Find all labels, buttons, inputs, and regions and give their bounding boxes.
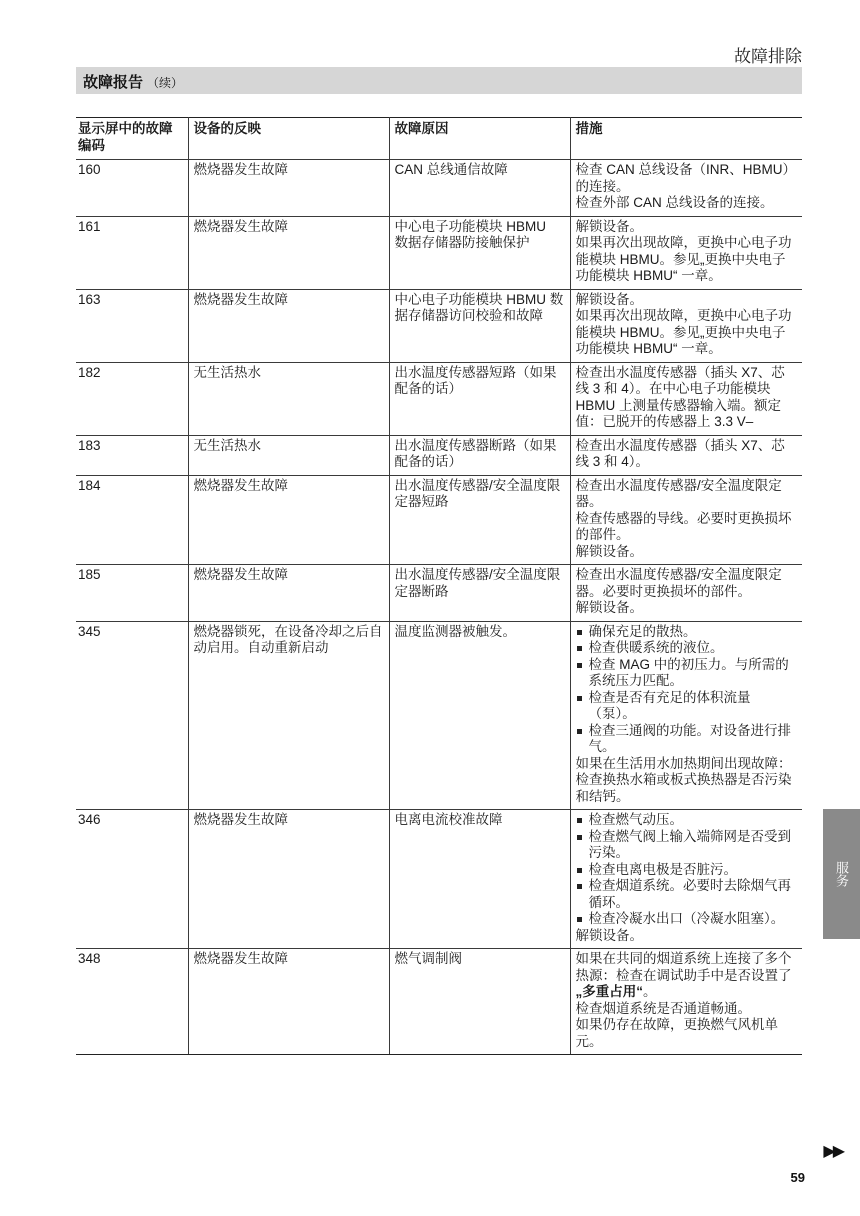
measure-paragraph: 检查出水温度传感器/安全温度限定器。 [575, 477, 782, 509]
fault-cause-line: 温度监测器被触发。 [394, 623, 516, 639]
measure-paragraph: 检查烟道系统是否通道畅通。 [575, 1000, 751, 1016]
measures-cell [570, 949, 802, 1055]
measure-paragraph: 如果仍存在故障，更换燃气风机单元。 [575, 1017, 778, 1049]
table-row [76, 160, 802, 217]
table-row [76, 475, 802, 565]
fault-cause-cell [389, 565, 570, 622]
measure-bullet-item: 检查冷凝水出口（冷凝水阻塞）。 [576, 911, 798, 928]
section-title [83, 71, 183, 92]
measure-bullet-item: 检查三通阀的功能。对设备进行排气。 [576, 723, 798, 756]
measure-bullet-item: 检查供暖系统的液位。 [576, 640, 798, 657]
measure-bullet-item: 检查烟道系统。必要时去除烟气再循环。 [576, 878, 798, 911]
measures-cell [570, 362, 802, 435]
page-number: 59 [790, 1170, 805, 1185]
section-title-bar [76, 67, 802, 94]
table-row [76, 435, 802, 475]
device-reaction-cell: 燃烧器发生故障 [188, 216, 389, 289]
measures-cell [570, 810, 802, 949]
section-continued: （续） [147, 76, 184, 90]
fault-cause-line: 中心电子功能模块 HBMU 数据存储器访问校验和故障 [394, 291, 564, 323]
measure-paragraph: 检查出水温度传感器/安全温度限定器。必要时更换损坏的部件。 [575, 567, 782, 599]
measure-paragraph: 如果再次出现故障，更换中心电子功能模块 HBMU。参见„更换中央电子功能模块 HBMU“ 一章。 [575, 235, 792, 283]
fault-cause-line: 燃气调制阀 [394, 951, 462, 966]
measure-paragraph: 解锁设备。 [575, 927, 643, 943]
measures-cell [570, 475, 802, 565]
device-reaction-cell: 燃烧器发生故障 [188, 160, 389, 217]
table-header-row [76, 118, 802, 160]
column-header-measures: 措施 [570, 118, 802, 160]
measure-bold-setting: „多重占用“ [575, 984, 643, 999]
fault-cause-cell [389, 435, 570, 475]
device-reaction-cell: 燃烧器发生故障 [188, 949, 389, 1055]
device-reaction-cell: 燃烧器发生故障 [188, 289, 389, 362]
table-row [76, 362, 802, 435]
table-row [76, 289, 802, 362]
side-tab-label: 服务 [834, 861, 849, 887]
measure-paragraph [576, 951, 798, 1001]
fault-cause-line: 出水温度传感器/安全温度限定器断路 [394, 567, 561, 599]
measures-cell [570, 289, 802, 362]
fault-code-cell: 183 [76, 435, 188, 475]
measures-cell [570, 160, 802, 217]
fault-cause-cell [389, 362, 570, 435]
measures-cell [570, 565, 802, 622]
fault-cause-line: 出水温度传感器短路（如果配备的话） [394, 364, 557, 396]
measure-paragraph: 检查外部 CAN 总线设备的连接。 [575, 195, 774, 210]
fault-code-cell: 185 [76, 565, 188, 622]
measure-bullet-item: 检查燃气动压。 [576, 812, 798, 829]
device-reaction-cell: 无生活热水 [188, 435, 389, 475]
measures-bullet-list [576, 812, 798, 928]
measures-cell [570, 435, 802, 475]
fault-cause-cell [389, 289, 570, 362]
fault-cause-cell [389, 621, 570, 810]
device-reaction-cell: 无生活热水 [188, 362, 389, 435]
fault-cause-line: 出水温度传感器/安全温度限定器短路 [394, 477, 561, 509]
measure-bullet-item: 检查是否有充足的体积流量（泵）。 [576, 690, 798, 723]
fault-cause-cell [389, 160, 570, 217]
fault-code-cell: 348 [76, 949, 188, 1055]
fault-code-cell: 346 [76, 810, 188, 949]
table-row [76, 216, 802, 289]
fault-code-cell: 182 [76, 362, 188, 435]
measure-bullet-item: 检查 MAG 中的初压力。与所需的系统压力匹配。 [576, 657, 798, 690]
fault-cause-cell [389, 810, 570, 949]
table-row [76, 621, 802, 810]
fault-report-table [76, 117, 802, 1055]
measure-paragraph: 检查出水温度传感器（插头 X7、芯线 3 和 4）。在中心电子功能模块 HBMU 上测量传感器输入端。额定值：已脱开的传感器上 3.3 V– [575, 364, 785, 429]
device-reaction-cell: 燃烧器发生故障 [188, 475, 389, 565]
measures-bullet-list [576, 624, 798, 756]
running-header: 故障排除 [734, 47, 802, 66]
fault-cause-cell [389, 216, 570, 289]
column-header-reaction: 设备的反映 [188, 118, 389, 160]
section-title-text: 故障报告 [83, 74, 144, 91]
fault-cause-cell [389, 475, 570, 565]
table-row [76, 810, 802, 949]
table-row [76, 565, 802, 622]
fault-code-cell: 184 [76, 475, 188, 565]
measure-paragraph: 检查 CAN 总线设备（INR、HBMU）的连接。 [575, 162, 797, 194]
measure-paragraph: 解锁设备。 [575, 291, 643, 307]
column-header-code: 显示屏中的故障编码 [76, 118, 188, 160]
fault-cause-line: 电离电流校准故障 [394, 812, 503, 827]
measure-paragraph: 如果在生活用水加热期间出现故障：检查换热水箱或板式换热器是否污染和结钙。 [575, 755, 792, 804]
measures-cell [570, 216, 802, 289]
fault-cause-line: 中心电子功能模块 HBMU [394, 218, 546, 234]
measure-paragraph: 解锁设备。 [575, 543, 643, 559]
measure-paragraph: 解锁设备。 [575, 218, 643, 234]
service-side-tab [823, 809, 860, 939]
table-row [76, 949, 802, 1055]
fault-cause-line: CAN 总线通信故障 [394, 162, 508, 177]
measure-paragraph: 检查传感器的导线。必要时更换损坏的部件。 [575, 510, 792, 542]
column-header-cause: 故障原因 [389, 118, 570, 160]
device-reaction-cell: 燃烧器发生故障 [188, 810, 389, 949]
fault-cause-line: 数据存储器防接触保护 [394, 235, 530, 250]
measure-paragraph: 检查出水温度传感器（插头 X7、芯线 3 和 4）。 [575, 437, 785, 469]
device-reaction-cell: 燃烧器锁死，在设备冷却之后自动启用。自动重新启动 [188, 621, 389, 810]
measure-text-before: 如果在共同的烟道系统上连接了多个热源：检查在调试助手中是否设置了 [575, 951, 792, 983]
measure-bullet-item: 确保充足的散热。 [576, 624, 798, 641]
next-page-arrows-icon: ▶▶ [823, 1143, 842, 1160]
measures-cell [570, 621, 802, 810]
fault-code-cell: 160 [76, 160, 188, 217]
fault-cause-line: 出水温度传感器断路（如果配备的话） [394, 437, 557, 469]
measure-paragraph: 解锁设备。 [575, 600, 643, 615]
device-reaction-cell: 燃烧器发生故障 [188, 565, 389, 622]
fault-code-cell: 163 [76, 289, 188, 362]
fault-cause-cell [389, 949, 570, 1055]
measure-bullet-item: 检查电离电极是否脏污。 [576, 862, 798, 879]
measure-text-after: 。 [643, 984, 657, 999]
measure-paragraph: 如果再次出现故障，更换中心电子功能模块 HBMU。参见„更换中央电子功能模块 HBMU“ 一章。 [575, 308, 792, 356]
fault-code-cell: 345 [76, 621, 188, 810]
fault-code-cell: 161 [76, 216, 188, 289]
measure-bullet-item: 检查燃气阀上输入端筛网是否受到污染。 [576, 829, 798, 862]
